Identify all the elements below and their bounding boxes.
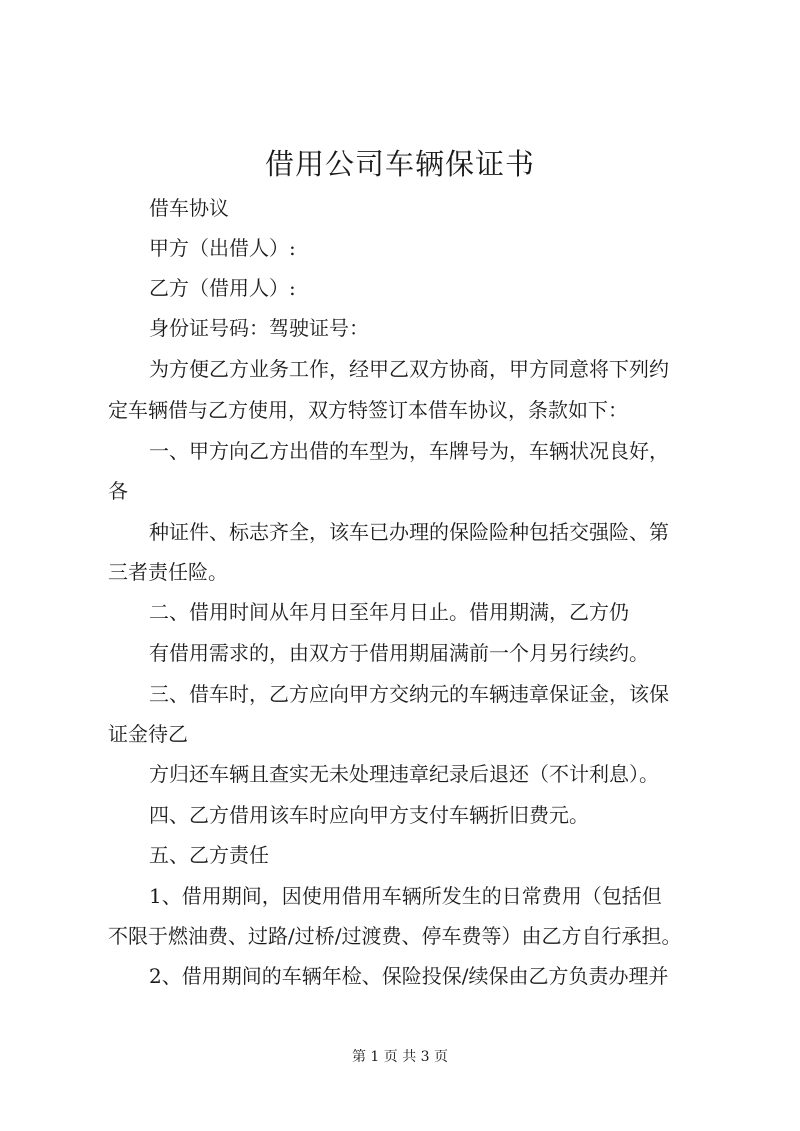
text-line: 方归还车辆且查实无未处理违章纪录后退还（不计利息）。: [149, 762, 659, 786]
text-line: 三、借车时，乙方应向甲方交纳元的车辆违章保证金，该保: [149, 682, 669, 706]
page-footer: 第 1 页 共 3 页: [351, 1049, 449, 1065]
text-line: 一、甲方向乙方出借的车型为，车牌号为，车辆状况良好，: [149, 439, 669, 463]
text-line: 证金待乙: [108, 722, 188, 746]
text-line: 三者责任险。: [108, 560, 228, 584]
document-title: 借用公司车辆保证书: [264, 147, 535, 181]
text-line: 有借用需求的，由双方于借用期届满前一个月另行续约。: [149, 641, 649, 665]
text-line: 二、借用时间从年月日至年月日止。借用期满，乙方仍: [149, 600, 629, 624]
text-line: 五、乙方责任: [149, 843, 269, 867]
text-line: 各: [108, 479, 128, 503]
text-line: 四、乙方借用该车时应向甲方支付车辆折旧费元。: [149, 803, 589, 827]
text-line: 不限于燃油费、过路/过桥/过渡费、停车费等）由乙方自行承担。: [108, 924, 682, 948]
text-line: 定车辆借与乙方使用，双方特签订本借车协议，条款如下：: [108, 398, 628, 422]
text-line: 1、借用期间，因使用借用车辆所发生的日常费用（包括但: [149, 884, 662, 908]
text-line: 为方便乙方业务工作，经甲乙双方协商，甲方同意将下列约: [149, 357, 669, 381]
text-line: 2、借用期间的车辆年检、保险投保/续保由乙方负责办理并: [149, 964, 669, 988]
text-line-id-numbers: 身份证号码：驾驶证号：: [149, 316, 369, 340]
text-line-heading-agreement: 借车协议: [149, 196, 229, 220]
text-line-party-a: 甲方（出借人）:: [149, 236, 296, 260]
text-line-party-b: 乙方（借用人）:: [149, 276, 296, 300]
text-line: 种证件、标志齐全，该车已办理的保险险种包括交强险、第: [149, 520, 669, 544]
